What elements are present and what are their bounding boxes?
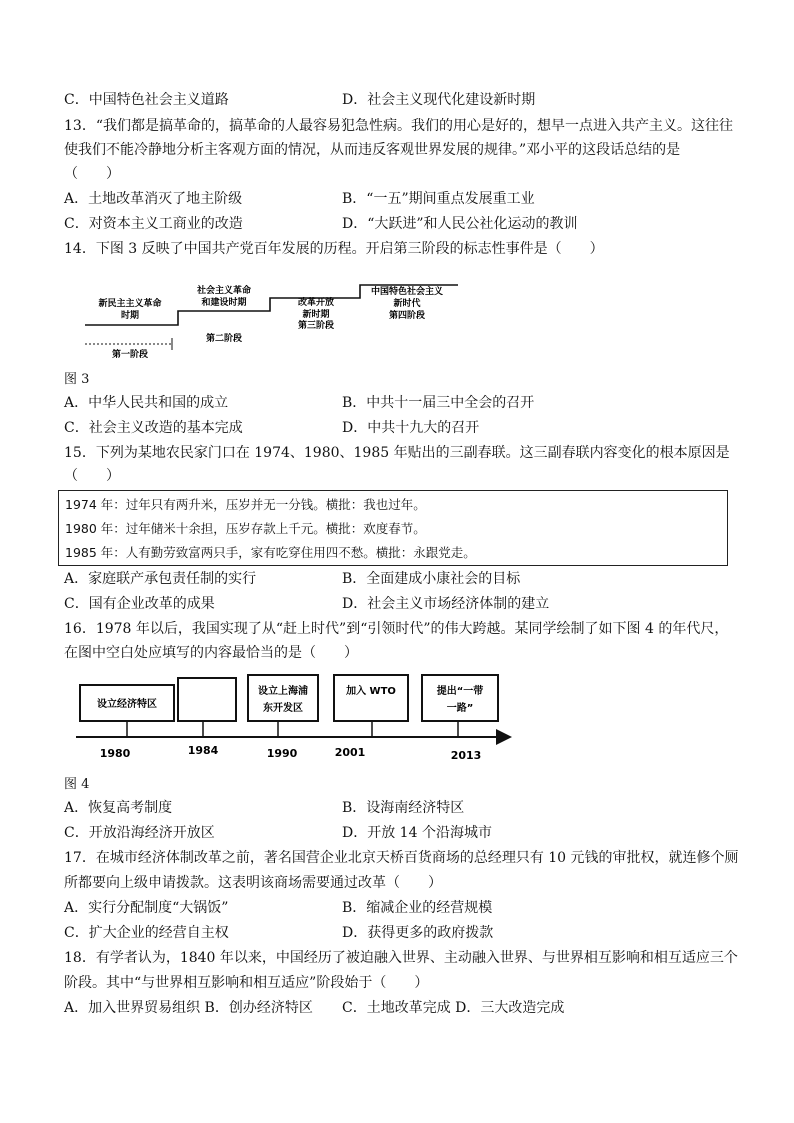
- figure-3-label: 图 3: [64, 372, 90, 387]
- q14-stem: 14．下图 3 反映了中国共产党百年发展的历程。开启第三阶段的标志性事件是（ ）: [64, 241, 604, 257]
- couplet-1985: 1985 年：人有勤劳致富两只手，家有吃穿住用四不愁。横批：永跟党走。: [65, 545, 476, 560]
- q14-option-c: C．社会主义改造的基本完成: [64, 420, 243, 436]
- timeline-box-2013: [422, 675, 498, 721]
- stage4-title-a: 中国特色社会主义: [370, 287, 444, 297]
- q12-option-c: C．中国特色社会主义道路: [64, 92, 229, 108]
- figure-4-timeline: [72, 670, 522, 770]
- stage2-title-a: 社会主义革命: [196, 286, 252, 296]
- couplets-box: [58, 490, 728, 566]
- stage3-label: 第三阶段: [297, 321, 335, 331]
- q15-option-d: D．社会主义市场经济体制的建立: [342, 596, 550, 612]
- stage2-label: 第二阶段: [205, 334, 243, 344]
- timeline-event-1990-a: 设立上海浦: [258, 686, 308, 697]
- timeline-box-1984-blank: [178, 678, 236, 721]
- q12-option-d: D．社会主义现代化建设新时期: [342, 92, 536, 108]
- timeline-year-2013: 2013: [450, 749, 482, 762]
- q16-stem-line1: 16．1978 年以后，我国实现了从“赶上时代”到“引领时代”的伟大跨越。某同学绘制了如下图 4 的年代尺，: [64, 621, 729, 637]
- q14-option-d: D．中共十九大的召开: [342, 420, 480, 436]
- q15-stem: 15．下列为某地农民家门口在 1974、1980、1985 年贴出的三副春联。这三副春联内容变化的根本原因是: [64, 445, 730, 461]
- q13-option-c: C．对资本主义工商业的改造: [64, 216, 243, 232]
- q18-stem-line1: 18．有学者认为，1840 年以来，中国经历了被迫融入世界、主动融入世界、与世界相互影响和相互适应三个: [64, 950, 738, 966]
- q13-answer-paren: （ ）: [64, 166, 120, 182]
- timeline-event-1980: 设立经济特区: [97, 699, 157, 710]
- q16-option-b: B．设海南经济特区: [342, 800, 465, 816]
- q17-option-b: B．缩减企业的经营规模: [342, 900, 493, 916]
- q13-stem-line1: 13．“我们都是搞革命的，搞革命的人最容易犯急性病。我们的用心是好的，想早一点进入共产主义。这往往: [64, 118, 733, 134]
- q13-option-a: A．土地改革消灭了地主阶级: [64, 191, 243, 207]
- stage4-label: 第四阶段: [388, 311, 426, 321]
- q15-option-a: A．家庭联产承包责任制的实行: [64, 571, 257, 587]
- stage1-title-b: 时期: [120, 311, 140, 321]
- timeline-year-1990: 1990: [266, 747, 298, 760]
- q15-option-c: C．国有企业改革的成果: [64, 596, 215, 612]
- figure-4-label: 图 4: [64, 777, 90, 792]
- timeline-event-2013-a: 提出“一带: [436, 686, 484, 697]
- stage1-title-a: 新民主主义革命: [98, 299, 162, 309]
- q15-option-b: B．全面建成小康社会的目标: [342, 571, 521, 587]
- couplet-1974: 1974 年：过年只有两升米，压岁并无一分钱。横批：我也过年。: [65, 497, 426, 512]
- q14-option-b: B．中共十一届三中全会的召开: [342, 395, 535, 411]
- stage4-title-b: 新时代: [393, 299, 421, 309]
- q17-stem-line2: 所都要向上级申请拨款。这表明该商场需要通过改革（ ）: [64, 875, 442, 891]
- timeline-year-2001: 2001: [334, 746, 366, 759]
- timeline-event-2001: 加入 WTO: [346, 686, 396, 697]
- timeline-event-2013-b: 一路”: [446, 703, 474, 714]
- couplet-1980: 1980 年：过年储米十余担，压岁存款上千元。横批：欢度春节。: [65, 521, 426, 536]
- figure-3-stage-diagram: [80, 280, 480, 362]
- q15-answer-paren: （ ）: [64, 468, 120, 484]
- timeline-box-1990: [248, 675, 318, 721]
- q16-option-a: A．恢复高考制度: [64, 800, 173, 816]
- q16-stem-line2: 在图中空白处应填写的内容最恰当的是（ ）: [64, 645, 358, 661]
- q18-stem-line2: 阶段。其中“与世界相互影响和相互适应”阶段始于（ ）: [64, 975, 429, 991]
- timeline-event-1990-b: 东开发区: [263, 703, 303, 714]
- q13-option-d: D．“大跃进”和人民公社化运动的教训: [342, 216, 578, 232]
- q16-option-d: D．开放 14 个沿海城市: [342, 825, 492, 841]
- stage2-title-b: 和建设时期: [201, 298, 247, 308]
- q17-option-c: C．扩大企业的经营自主权: [64, 925, 229, 941]
- q13-stem-line2: 使我们不能冷静地分析主客观方面的情况，从而违反客观世界发展的规律。”邓小平的这段话总结的是: [64, 142, 681, 158]
- stage3-title-a: 改革开放: [297, 298, 335, 308]
- q16-option-c: C．开放沿海经济开放区: [64, 825, 215, 841]
- stage3-title-b: 新时期: [302, 310, 330, 320]
- timeline-box-2001: [334, 675, 408, 721]
- q17-option-a: A．实行分配制度“大锅饭”: [64, 900, 229, 916]
- q17-option-d: D．获得更多的政府拨款: [342, 925, 494, 941]
- q14-option-a: A．中华人民共和国的成立: [64, 395, 229, 411]
- stage1-label: 第一阶段: [111, 350, 149, 360]
- q18-options-cd: C．土地改革完成 D．三大改造完成: [342, 1000, 565, 1016]
- timeline-year-1980: 1980: [99, 747, 131, 760]
- q18-options-ab: A．加入世界贸易组织 B．创办经济特区: [64, 1000, 313, 1016]
- timeline-year-1984: 1984: [187, 744, 219, 757]
- q17-stem-line1: 17．在城市经济体制改革之前，著名国营企业北京天桥百货商场的总经理只有 10 元钱的审批权，就连修个厕: [64, 850, 739, 866]
- q13-option-b: B．“一五”期间重点发展重工业: [342, 191, 535, 207]
